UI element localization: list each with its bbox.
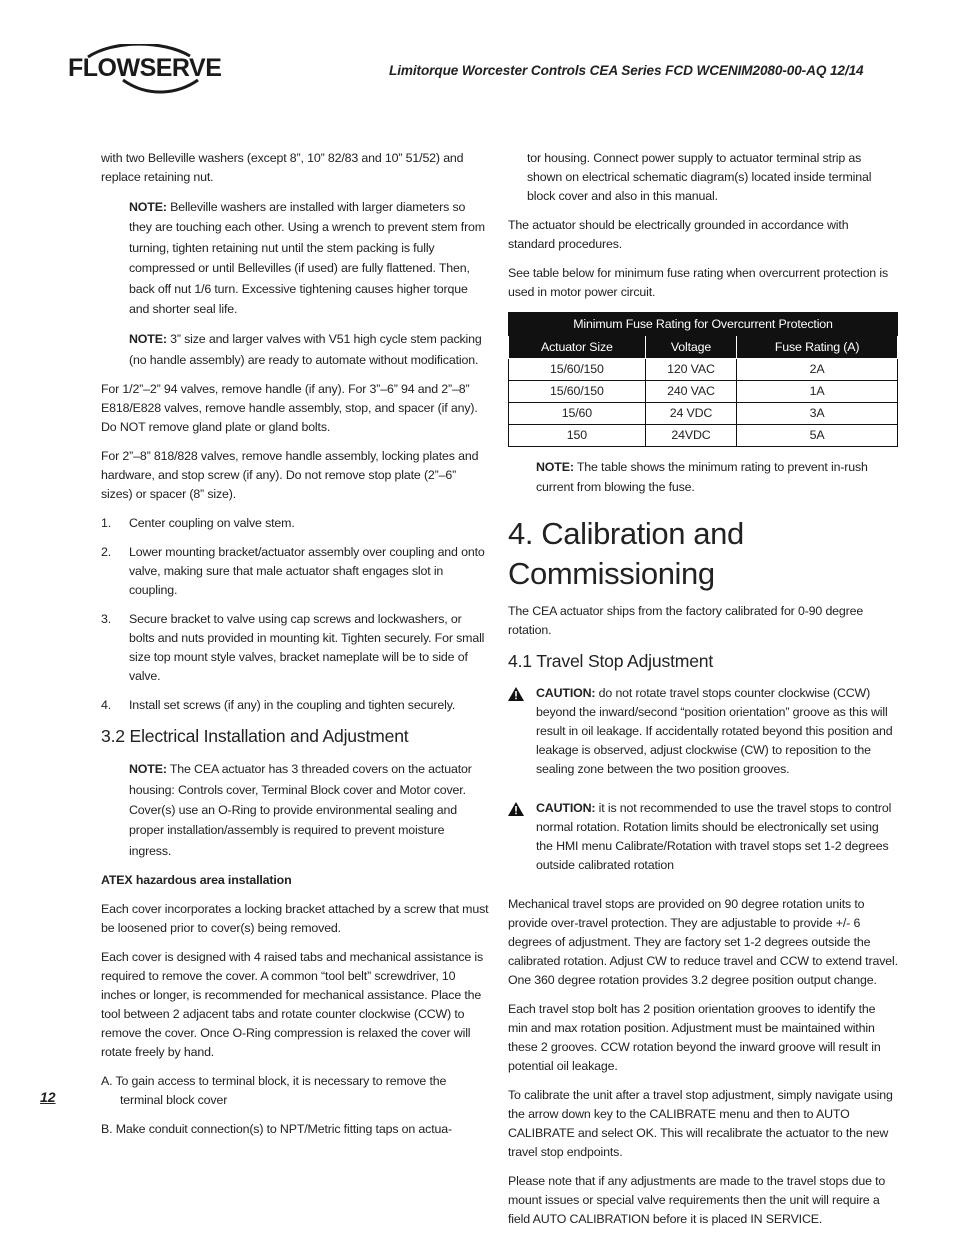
paragraph: For 2”–8” 818/828 valves, remove handle assembly, locking plates and hardware, and stop screw (if any). Do not remove stop plate (2”–6” sizes) or spacer (8” size). [101,449,479,502]
flowserve-logo [68,44,222,96]
page-header-title: Limitorque Worcester Controls CEA Series FCD WCENIM2080-00-AQ 12/14 [389,63,864,78]
step-number: 3. [101,612,112,627]
column-header: Voltage [645,336,736,359]
table-cell: 1A [737,381,898,403]
note [129,329,489,370]
paragraph: with two Belleville washers (except 8”, 10” 82/83 and 10” 51/52) and replace retaining nut. [101,151,464,184]
page-number: 12 [40,1089,56,1105]
caution-text: it is not recommended to use the travel stops to control normal rotation. Rotation limits should be electronically set using the HMI menu Calibrate/Rotation with travel stops set 1-2 degrees outside calibrated rotation [536,800,892,872]
section-heading-electrical: 3.2 Electrical Installation and Adjustment [101,726,409,747]
note-label: NOTE: [536,460,574,474]
step-number: 4. [101,698,112,713]
list-item [101,514,489,533]
table-cell: 150 [509,425,646,447]
list-item [101,696,489,715]
note-label: NOTE: [129,200,167,214]
paragraph: A. To gain access to terminal block, it is necessary to remove the terminal block cover [101,1074,447,1108]
paragraph: The actuator should be electrically grounded in accordance with standard procedures. [508,218,849,251]
step-number: 1. [101,516,112,531]
note [536,457,898,498]
caution-text: do not rotate travel stops counter clockwise (CCW) beyond the inward/second “position orientation” groove as this will result in oil leakage. If accidentally rotated beyond this position and leakage is observed, adjust clockwise (CW) to reposition to the sealing zone between the two position grooves. [536,685,893,776]
table-row [509,403,898,425]
table-row [509,425,898,447]
left-column [101,149,489,1149]
table-cell: 15/60 [509,403,646,425]
paragraph: The CEA actuator ships from the factory calibrated for 0-90 degree rotation. [508,603,864,637]
table-caption-row [509,313,898,336]
note [129,759,489,861]
table-cell: 3A [737,403,898,425]
table-cell: 24 VDC [645,403,736,425]
table-cell: 120 VAC [645,359,736,381]
paragraph: Please note that if any adjustments are made to the travel stops due to mount issues or special valve requirements then the unit will require a field AUTO CALIBRATION before it is placed IN SERVICE. [508,1173,886,1226]
step-text: Center coupling on valve stem. [129,516,295,531]
list-item [101,610,489,686]
table-cell: 15/60/150 [509,359,646,381]
paragraph: Each travel stop bolt has 2 position orientation grooves to identify the min and max rotation position. Adjustment must be maintained within these 2 grooves. CCW rotation beyond the inward groove will result in potential oil leakage. [508,1001,881,1073]
paragraph: tor housing. Connect power supply to actuator terminal strip as shown on electrical schematic diagram(s) located inside terminal block cover and also in this manual. [527,151,872,203]
table-caption: Minimum Fuse Rating for Overcurrent Protection [509,313,898,336]
section-heading-calibration: 4. Calibration and Commissioning [508,515,744,591]
step-text: Install set screws (if any) in the coupling and tighten securely. [129,698,456,713]
note-label: NOTE: [129,332,167,347]
right-column [508,149,898,1239]
section-heading-travel-stop: 4.1 Travel Stop Adjustment [508,650,714,671]
column-header: Actuator Size [509,336,646,359]
atex-heading: ATEX hazardous area installation [101,873,292,888]
table-cell: 240 VAC [645,381,736,403]
paragraph: B. Make conduit connection(s) to NPT/Metric fitting taps on actua- [101,1122,452,1137]
paragraph: To calibrate the unit after a travel stop adjustment, simply navigate using the arrow down key to the CALIBRATE menu and then to AUTO CALIBRATE and select OK. This will recalibrate the actuator to the new travel stop endpoints. [508,1087,893,1159]
paragraph: Mechanical travel stops are provided on 90 degree rotation units to provide over-travel protection. They are adjustable to provide +/- 6 degrees of adjustment. They are factory set 1-2 degrees outside the calibrated rotation. Adjust CW to reduce travel and CCW to extend travel. One 360 degree rotation provides 3.2 degree position output change. [508,896,898,987]
note-text: The CEA actuator has 3 threaded covers on the actuator housing: Controls cover, Terminal Block cover and Motor cover. Cover(s) use an O-Ring to provide environmental sealing and proper installation/assembly is required to prevent moisture ingress. [129,762,472,858]
table-header-row [509,336,898,359]
caution-block [508,799,898,875]
paragraph: Each cover is designed with 4 raised tabs and mechanical assistance is required to remove the cover. A common “tool belt” screwdriver, 10 inches or longer, is recommended for mechanical assistance. Place the tool between 2 adjacent tabs and rotate counter clockwise (CCW) to remove the cover. Once O-Ring compression is relaxed the cover will rotate freely by hand. [101,950,484,1060]
table-cell: 5A [737,425,898,447]
table-cell: 24VDC [645,425,736,447]
installation-steps [101,514,489,715]
table-cell: 2A [737,359,898,381]
paragraph: For 1/2”–2” 94 valves, remove handle (if any). For 3”–6” 94 and 2”–8” E818/E828 valves, remove handle assembly, stop, and spacer (if any). Do NOT remove gland plate or gland bolts. [101,382,478,435]
table-cell: 15/60/150 [509,381,646,403]
column-header: Fuse Rating (A) [737,336,898,359]
fuse-rating-table [508,312,898,447]
note-label: NOTE: [129,762,167,777]
paragraph: See table below for minimum fuse rating when overcurrent protection is used in motor power circuit. [508,266,888,299]
warning-triangle-icon [508,802,524,816]
note-text: Belleville washers are installed with larger diameters so they are touching each other. Using a wrench to prevent stem from turning, tighten retaining nut until the stem packing is fully compressed or until Bellevilles (if used) are fully flattened. Then, back off nut 1/6 turn. Excessive tightening causes higher torque and shorter seal life. [129,200,485,317]
step-text: Lower mounting bracket/actuator assembly over coupling and onto valve, making sure that male actuator shaft engages slot in coupling. [129,545,485,598]
caution-label: CAUTION: [536,685,596,700]
step-number: 2. [101,545,112,560]
logo-text: FLOWSERVE [68,54,222,82]
note-text: The table shows the minimum rating to prevent in-rush current from blowing the fuse. [536,460,868,495]
table-row [509,359,898,381]
note-text: 3” size and larger valves with V51 high cycle stem packing (no handle assembly) are ready to automate without modification. [129,332,482,367]
table-row [509,381,898,403]
step-text: Secure bracket to valve using cap screws and lockwashers, or bolts and nuts provided in mounting kit. Tighten securely. For small size top mount style valves, bracket nameplate will be to side of valve. [129,612,485,684]
warning-triangle-icon [508,687,524,701]
caution-label: CAUTION: [536,800,596,815]
paragraph: Each cover incorporates a locking bracket attached by a screw that must be loosened prior to cover(s) being removed. [101,902,489,936]
caution-block [508,684,898,779]
note [129,197,489,319]
list-item [101,543,489,600]
